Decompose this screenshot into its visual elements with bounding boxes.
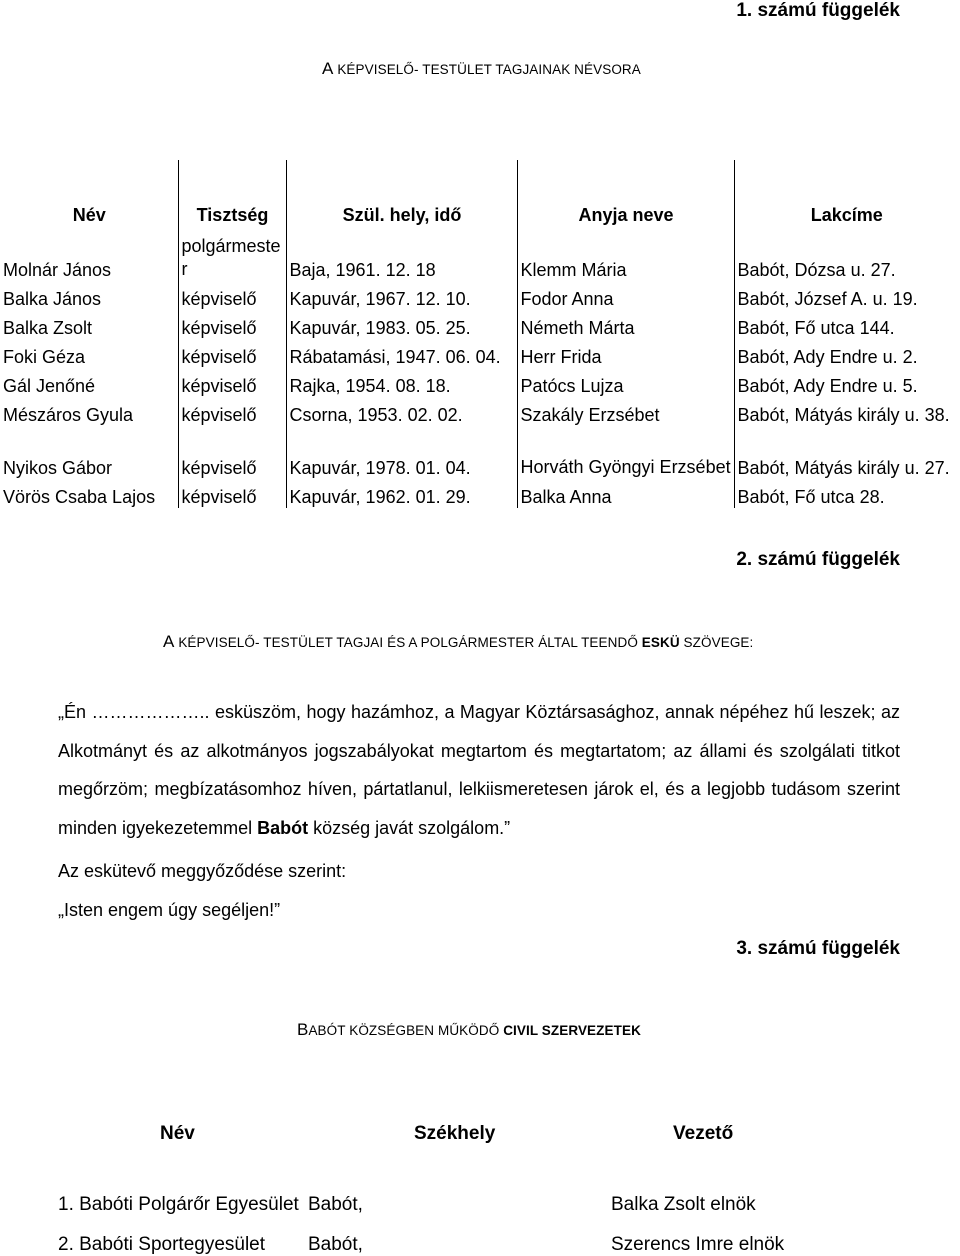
org-header-name: Név	[160, 1123, 195, 1144]
member-position: képviselő	[178, 368, 286, 397]
appendix-1-title-rest: KÉPVISELŐ- TESTÜLET TAGJAINAK NÉVSORA	[337, 62, 641, 77]
member-name: Nyikos Gábor	[3, 458, 113, 478]
org-seat: Babót,	[308, 1194, 363, 1215]
appendix-2-title-end: SZÖVEGE:	[679, 635, 754, 650]
member-name: Molnár János	[3, 260, 112, 280]
table-row	[0, 228, 958, 281]
member-address: Babót, Ady Endre u. 5.	[734, 368, 958, 397]
member-address: Babót, Mátyás király u. 27.	[734, 426, 958, 479]
member-birth: Csorna, 1953. 02. 02.	[286, 397, 517, 426]
member-birth: Rábatamási, 1947. 06. 04.	[286, 339, 517, 368]
table-row	[0, 397, 958, 426]
member-address: Babót, Fő utca 28.	[734, 479, 958, 508]
member-position: képviselő	[178, 339, 286, 368]
org-header-seat: Székhely	[414, 1123, 496, 1144]
header-name: Név	[72, 205, 106, 225]
appendix-1-label: 1. számú függelék	[736, 0, 900, 21]
table-row	[0, 339, 958, 368]
members-table	[0, 160, 958, 508]
member-birth: Kapuvár, 1962. 01. 29.	[286, 479, 517, 508]
member-mother: Klemm Mária	[517, 228, 734, 281]
member-position: képviselő	[178, 281, 286, 310]
member-mother: Fodor Anna	[517, 281, 734, 310]
header-mother: Anyja neve	[517, 160, 734, 228]
table-row	[0, 479, 958, 508]
member-position: képviselő	[178, 397, 286, 426]
oath-village: Babót	[257, 817, 309, 838]
member-position: polgármeste r	[178, 228, 286, 281]
member-birth: Kapuvár, 1983. 05. 25.	[286, 310, 517, 339]
member-name: Balka János	[3, 289, 102, 309]
member-address: Babót, Ady Endre u. 2.	[734, 339, 958, 368]
appendix-3-label: 3. számú függelék	[736, 938, 900, 959]
appendix-2-title-bold: ESKÜ	[641, 635, 680, 650]
member-address: Babót, Mátyás király u. 38.	[734, 397, 958, 426]
member-birth: Rajka, 1954. 08. 18.	[286, 368, 517, 397]
member-name: Vörös Csaba Lajos	[3, 487, 156, 507]
oath-conviction: Az eskütevő meggyőződése szerint:	[58, 861, 347, 881]
appendix-2-title-mid: KÉPVISELŐ- TESTÜLET TAGJAI ÉS A POLGÁRMESTER ÁLTAL TEENDŐ	[178, 635, 642, 650]
org-name: 2. Babóti Sportegyesület	[58, 1234, 266, 1255]
member-name: Balka Zsolt	[3, 318, 93, 338]
appendix-3-title-initial: B	[297, 1020, 309, 1039]
oath-part-1: „Én ……………….. esküszöm, hogy hazámhoz, a Magyar Köztársasághoz, annak népéhez hű leszek; az Alkotmányt és az alkotmányos jogszabályokat megtartom és megtartatom; az állami és szolgálati titkot megőrzöm; megbízatásomhoz híven, pártatlanul, lelkiismeretesen járok el, és a legjobb tudásom szerint minden igyekezetemmel	[58, 702, 900, 838]
member-birth: Baja, 1961. 12. 18	[286, 228, 517, 281]
header-birth: Szül. hely, idő	[286, 160, 517, 228]
table-row	[0, 368, 958, 397]
member-position: képviselő	[178, 479, 286, 508]
appendix-2-label: 2. számú függelék	[736, 549, 900, 570]
appendix-3-title	[297, 1020, 641, 1040]
appendix-1-title-initial: A	[322, 59, 338, 78]
header-position: Tisztség	[178, 160, 286, 228]
member-name: Gál Jenőné	[3, 376, 96, 396]
oath-part-2: község javát szolgálom.”	[308, 817, 511, 838]
org-leader: Balka Zsolt elnök	[611, 1194, 756, 1215]
member-mother: Szakály Erzsébet	[517, 397, 734, 426]
org-seat: Babót,	[308, 1234, 363, 1255]
member-name: Foki Géza	[3, 347, 86, 367]
member-name: Mészáros Gyula	[3, 405, 134, 425]
appendix-2-title-initial: A	[163, 632, 179, 651]
oath-closing: „Isten engem úgy segéljen!”	[58, 900, 281, 920]
member-mother: Herr Frida	[517, 339, 734, 368]
member-position: képviselő	[178, 426, 286, 479]
member-birth: Kapuvár, 1978. 01. 04.	[286, 426, 517, 479]
member-mother: Németh Márta	[517, 310, 734, 339]
member-mother: Balka Anna	[517, 479, 734, 508]
appendix-2-title	[163, 632, 753, 652]
member-position: képviselő	[178, 310, 286, 339]
member-address: Babót, József A. u. 19.	[734, 281, 958, 310]
members-header-row	[0, 160, 958, 228]
member-address: Babót, Fő utca 144.	[734, 310, 958, 339]
member-address: Babót, Dózsa u. 27.	[734, 228, 958, 281]
member-birth: Kapuvár, 1967. 12. 10.	[286, 281, 517, 310]
appendix-1-title	[322, 59, 641, 79]
table-row	[0, 281, 958, 310]
appendix-3-title-bold: CIVIL SZERVEZETEK	[503, 1023, 641, 1038]
header-address: Lakcíme	[734, 160, 958, 228]
oath-text	[58, 693, 900, 847]
org-leader: Szerencs Imre elnök	[611, 1234, 785, 1255]
org-header-leader: Vezető	[673, 1123, 734, 1144]
member-mother: Patócs Lujza	[517, 368, 734, 397]
member-mother: Horváth Gyöngyi Erzsébet	[517, 426, 734, 479]
table-row	[0, 426, 958, 479]
table-row	[0, 310, 958, 339]
org-name: 1. Babóti Polgárőr Egyesület	[58, 1194, 299, 1215]
appendix-3-title-mid: ABÓT KÖZSÉGBEN MŰKÖDŐ	[308, 1023, 504, 1038]
